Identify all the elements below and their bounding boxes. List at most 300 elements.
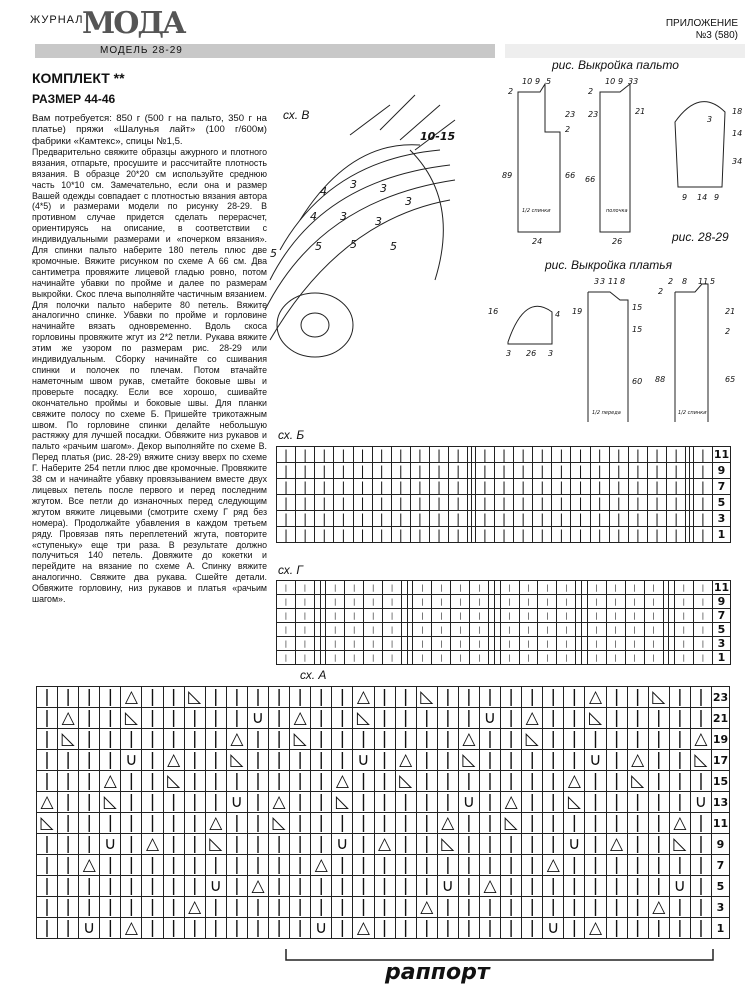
stitch-cell: | <box>430 463 449 479</box>
stitch-cell: | <box>311 876 332 897</box>
stitch-cell: | <box>557 637 576 651</box>
stitch-cell: | <box>79 750 100 771</box>
stitch-cell: | <box>37 876 58 897</box>
stitch-cell: | <box>391 511 410 527</box>
stitch-cell: △ <box>353 687 374 708</box>
stitch-cell: | <box>383 581 402 595</box>
row-number: 5 <box>713 495 731 511</box>
grid-row <box>277 463 731 479</box>
stitch-cell: | <box>564 708 585 729</box>
stitch-cell: | <box>533 479 552 495</box>
stitch-cell: | <box>413 581 432 595</box>
stitch-cell: | <box>277 527 296 543</box>
stitch-cell: △ <box>585 687 606 708</box>
stitch-cell: △ <box>247 876 268 897</box>
stitch-cell: | <box>226 876 247 897</box>
stitch-cell: | <box>37 708 58 729</box>
stitch-cell: △ <box>226 729 247 750</box>
stitch-cell: | <box>627 729 648 750</box>
stitch-cell: | <box>587 595 606 609</box>
stitch-cell: | <box>644 623 663 637</box>
stitch-cell: | <box>296 463 315 479</box>
stitch-cell: | <box>500 651 519 665</box>
stitch-cell: | <box>432 595 451 609</box>
stitch-cell: | <box>290 834 311 855</box>
stitch-cell: ∪ <box>479 708 500 729</box>
stitch-cell: | <box>315 463 334 479</box>
scheme-g-caption: сх. Г <box>278 563 303 577</box>
stitch-cell: | <box>353 771 374 792</box>
stitch-cell: | <box>311 771 332 792</box>
grid-row <box>277 447 731 463</box>
stitch-cell: | <box>277 609 296 623</box>
stitch-cell: △ <box>416 897 437 918</box>
stitch-cell: △ <box>437 813 458 834</box>
stitch-cell: | <box>383 651 402 665</box>
stitch-cell: | <box>606 855 627 876</box>
stitch-cell: | <box>37 918 58 939</box>
stitch-cell: | <box>627 897 648 918</box>
stitch-cell: | <box>142 771 163 792</box>
stitch-cell: | <box>552 527 571 543</box>
stitch-cell: ◺ <box>37 813 58 834</box>
stitch-cell: | <box>557 595 576 609</box>
stitch-cell: | <box>277 463 296 479</box>
stitch-cell: ◺ <box>163 771 184 792</box>
row-number: 3 <box>712 897 730 918</box>
stitch-cell: | <box>690 687 711 708</box>
stitch-cell: | <box>669 897 690 918</box>
stitch-cell: | <box>332 918 353 939</box>
stitch-cell: | <box>432 623 451 637</box>
stitch-cell: | <box>364 623 383 637</box>
row-number: 7 <box>713 479 731 495</box>
stitch-cell: | <box>79 729 100 750</box>
stitch-cell: | <box>315 511 334 527</box>
stitch-cell: | <box>364 637 383 651</box>
stitch-cell: △ <box>479 876 500 897</box>
dim: 34 <box>732 157 743 166</box>
stitch-cell: | <box>79 897 100 918</box>
stitch-cell: | <box>100 708 121 729</box>
stitch-cell: | <box>290 918 311 939</box>
materials-paragraph: Вам потребуется: 850 г (500 г на пальто, 350 г на платье) пряжи «Шалунья лайт» (100 г/600м) фабрики «Камтекс», спицы №1,5. <box>32 113 267 147</box>
stitch-cell: △ <box>627 750 648 771</box>
stitch-cell: | <box>628 447 647 463</box>
row-number: 11 <box>713 581 730 594</box>
stitch-cell: | <box>58 855 79 876</box>
stitch-cell: | <box>332 729 353 750</box>
stitch-cell: △ <box>564 771 585 792</box>
stitch-cell: | <box>311 792 332 813</box>
stitch-cell: | <box>479 813 500 834</box>
stitch-cell: | <box>79 792 100 813</box>
row-number: 5 <box>713 623 731 637</box>
stitch-cell: | <box>494 511 513 527</box>
stitch-cell: | <box>247 729 268 750</box>
stitch-cell: | <box>121 813 142 834</box>
stitch-cell: | <box>522 792 543 813</box>
stitch-cell: ∪ <box>332 834 353 855</box>
stitch-cell: ∪ <box>585 750 606 771</box>
stitch-cell: | <box>58 897 79 918</box>
stitch-cell: | <box>693 447 712 463</box>
row-number: 1 <box>713 651 731 665</box>
stitch-cell: | <box>479 792 500 813</box>
stitch-cell: | <box>184 918 205 939</box>
stitch-cell: | <box>432 609 451 623</box>
stitch-cell: | <box>690 876 711 897</box>
stitch-cell: | <box>514 527 533 543</box>
stitch-cell: | <box>479 687 500 708</box>
stitch-cell: | <box>451 623 470 637</box>
pattern-label: полочка <box>606 208 628 214</box>
stitch-cell: | <box>437 708 458 729</box>
stitch-cell: | <box>100 687 121 708</box>
motif-num: 3 <box>350 178 357 191</box>
stitch-cell: | <box>163 813 184 834</box>
scheme-v-caption: сх. В <box>283 108 310 122</box>
stitch-cell: | <box>416 750 437 771</box>
motif-num: 4 <box>320 185 327 198</box>
stitch-cell: | <box>625 581 644 595</box>
stitch-cell: | <box>269 750 290 771</box>
stitch-cell: | <box>163 792 184 813</box>
dress-caption: рис. Выкройка платья <box>545 258 672 272</box>
stitch-cell: | <box>449 527 468 543</box>
stitch-cell: | <box>644 609 663 623</box>
stitch-cell: | <box>627 813 648 834</box>
stitch-cell: | <box>184 813 205 834</box>
dim: 19 <box>572 307 583 316</box>
dim: 26 <box>526 349 537 358</box>
stitch-cell: △ <box>37 792 58 813</box>
stitch-cell: | <box>543 771 564 792</box>
stitch-cell: | <box>501 687 522 708</box>
stitch-cell: | <box>391 527 410 543</box>
stitch-cell: | <box>142 750 163 771</box>
dim: 21 <box>635 107 646 116</box>
pattern-label: 1/2 спинки <box>522 208 551 214</box>
stitch-cell: | <box>609 463 628 479</box>
stitch-cell: | <box>37 771 58 792</box>
stitch-cell: ◺ <box>501 813 522 834</box>
stitch-cell: | <box>142 897 163 918</box>
stitch-cell: | <box>519 609 538 623</box>
stitch-cell: | <box>372 527 391 543</box>
dim: 3 <box>594 277 600 286</box>
dim: 3 <box>548 349 554 358</box>
stitch-cell: | <box>500 595 519 609</box>
motif-num: 5 <box>315 240 322 253</box>
stitch-cell: | <box>184 876 205 897</box>
stitch-cell: | <box>345 651 364 665</box>
stitch-cell: | <box>372 479 391 495</box>
row-number: 1 <box>712 918 730 939</box>
stitch-cell: | <box>184 855 205 876</box>
dim: 2 <box>508 87 514 96</box>
stitch-cell: | <box>628 495 647 511</box>
stitch-cell: | <box>522 750 543 771</box>
dim: 33 <box>628 77 639 86</box>
stitch-cell: △ <box>458 729 479 750</box>
stitch-cell: | <box>353 729 374 750</box>
stitch-cell: | <box>690 855 711 876</box>
stitch-cell: ∪ <box>458 792 479 813</box>
stitch-cell: | <box>163 855 184 876</box>
stitch-cell: | <box>669 792 690 813</box>
stitch-cell: | <box>353 876 374 897</box>
dim: 9 <box>682 193 688 202</box>
stitch-cell: | <box>606 708 627 729</box>
dim: 2 <box>588 87 594 96</box>
stitch-cell: | <box>609 527 628 543</box>
stitch-cell: | <box>628 479 647 495</box>
stitch-cell: | <box>587 651 606 665</box>
stitch-cell: | <box>353 463 372 479</box>
magazine-logo: МОДА <box>82 6 185 41</box>
scheme-b-caption: сх. Б <box>278 428 305 442</box>
stitch-cell: | <box>538 623 557 637</box>
dim: 65 <box>725 375 736 384</box>
stitch-cell: | <box>410 447 429 463</box>
stitch-cell: | <box>669 750 690 771</box>
stitch-cell: | <box>501 918 522 939</box>
stitch-cell: ◺ <box>627 771 648 792</box>
stitch-cell: | <box>564 855 585 876</box>
dim: 2 <box>565 125 571 134</box>
row-number: 15 <box>712 771 730 792</box>
stitch-cell: | <box>416 855 437 876</box>
stitch-cell: | <box>332 813 353 834</box>
grid-row <box>37 708 730 729</box>
stitch-cell: ∪ <box>79 918 100 939</box>
stitch-cell: | <box>205 771 226 792</box>
stitch-cell: △ <box>522 708 543 729</box>
stitch-cell: | <box>606 897 627 918</box>
stitch-cell: | <box>374 918 395 939</box>
stitch-cell: | <box>606 771 627 792</box>
dim: 21 <box>725 307 736 316</box>
article-size: РАЗМЕР 44-46 <box>32 92 116 106</box>
stitch-cell: | <box>374 876 395 897</box>
dim: 2 <box>725 327 731 336</box>
stitch-cell: | <box>430 511 449 527</box>
stitch-cell: | <box>184 708 205 729</box>
row-number: 21 <box>712 708 730 729</box>
stitch-cell: | <box>693 637 712 651</box>
stitch-cell: | <box>543 708 564 729</box>
stitch-cell: | <box>332 897 353 918</box>
stitch-cell: | <box>290 687 311 708</box>
stitch-cell: | <box>479 750 500 771</box>
stitch-cell: △ <box>205 813 226 834</box>
stitch-cell: | <box>606 876 627 897</box>
stitch-cell: | <box>374 813 395 834</box>
stitch-cell: | <box>500 581 519 595</box>
row-number: 1 <box>713 527 731 543</box>
stitch-cell: | <box>514 447 533 463</box>
stitch-cell: △ <box>269 792 290 813</box>
stitch-cell: | <box>326 623 345 637</box>
stitch-cell: ◺ <box>205 834 226 855</box>
stitch-cell: | <box>690 708 711 729</box>
stitch-cell: △ <box>163 750 184 771</box>
scheme-g-grid <box>276 580 731 665</box>
stitch-cell: | <box>533 511 552 527</box>
row-number: 11 <box>712 813 730 834</box>
stitch-cell: | <box>383 637 402 651</box>
stitch-cell: | <box>690 813 711 834</box>
stitch-cell: | <box>391 447 410 463</box>
stitch-cell: ∪ <box>437 876 458 897</box>
stitch-cell: | <box>571 495 590 511</box>
grid-row <box>277 595 731 609</box>
stitch-cell: | <box>58 750 79 771</box>
dim: 18 <box>732 107 743 116</box>
stitch-cell: | <box>334 511 353 527</box>
stitch-cell: | <box>533 463 552 479</box>
stitch-cell: | <box>475 511 494 527</box>
stitch-cell: | <box>79 771 100 792</box>
stitch-cell: | <box>606 750 627 771</box>
stitch-cell: | <box>37 687 58 708</box>
stitch-cell: | <box>609 511 628 527</box>
stitch-cell: | <box>674 609 693 623</box>
stitch-cell: | <box>437 855 458 876</box>
dim: 2 <box>668 277 674 286</box>
stitch-cell: | <box>606 729 627 750</box>
stitch-cell: ∪ <box>247 708 268 729</box>
stitch-cell: | <box>451 637 470 651</box>
stitch-cell: | <box>142 876 163 897</box>
stitch-cell: | <box>374 708 395 729</box>
motif-num: 3 <box>340 210 347 223</box>
stitch-cell: | <box>449 511 468 527</box>
stitch-cell: | <box>430 495 449 511</box>
stitch-cell: | <box>277 595 296 609</box>
stitch-cell: | <box>353 813 374 834</box>
grid-row <box>277 637 731 651</box>
stitch-cell: △ <box>374 834 395 855</box>
stitch-cell: | <box>100 813 121 834</box>
stitch-cell: | <box>590 463 609 479</box>
stitch-cell: | <box>543 687 564 708</box>
stitch-cell: ◺ <box>416 687 437 708</box>
stitch-cell: | <box>543 750 564 771</box>
stitch-cell: | <box>674 651 693 665</box>
stitch-cell: | <box>391 495 410 511</box>
stitch-cell: ◺ <box>226 750 247 771</box>
stitch-cell: △ <box>100 771 121 792</box>
stitch-cell: | <box>648 771 669 792</box>
row-number: 13 <box>712 792 730 813</box>
stitch-cell: | <box>432 581 451 595</box>
stitch-cell: | <box>290 750 311 771</box>
stitch-cell: | <box>437 687 458 708</box>
stitch-cell: | <box>669 708 690 729</box>
stitch-cell: | <box>326 637 345 651</box>
dim: 88 <box>655 375 666 384</box>
stitch-cell: | <box>585 834 606 855</box>
stitch-cell: | <box>609 495 628 511</box>
stitch-cell: | <box>205 897 226 918</box>
stitch-cell: | <box>606 595 625 609</box>
stitch-cell: | <box>667 463 686 479</box>
stitch-cell: | <box>437 729 458 750</box>
stitch-cell: | <box>557 651 576 665</box>
stitch-cell: | <box>296 527 315 543</box>
stitch-cell: | <box>315 495 334 511</box>
stitch-cell: | <box>142 918 163 939</box>
stitch-cell: | <box>416 792 437 813</box>
stitch-cell: | <box>479 897 500 918</box>
stitch-cell: | <box>247 750 268 771</box>
stitch-cell: | <box>519 581 538 595</box>
stitch-cell: | <box>37 855 58 876</box>
stitch-cell: ◺ <box>585 708 606 729</box>
stitch-cell: | <box>364 651 383 665</box>
stitch-cell: | <box>494 463 513 479</box>
stitch-cell: | <box>413 651 432 665</box>
stitch-cell: | <box>121 834 142 855</box>
stitch-cell: △ <box>585 918 606 939</box>
stitch-cell: | <box>269 687 290 708</box>
scheme-a-caption: сх. А <box>300 668 327 682</box>
stitch-cell: | <box>332 750 353 771</box>
stitch-cell: | <box>142 792 163 813</box>
stitch-cell: | <box>690 918 711 939</box>
stitch-cell: | <box>332 687 353 708</box>
stitch-cell: | <box>557 581 576 595</box>
stitch-cell: | <box>514 479 533 495</box>
stitch-cell: | <box>79 834 100 855</box>
stitch-cell: | <box>674 595 693 609</box>
stitch-cell: | <box>543 876 564 897</box>
stitch-cell: | <box>628 463 647 479</box>
stitch-cell: | <box>345 623 364 637</box>
stitch-cell: | <box>690 897 711 918</box>
stitch-cell: | <box>364 595 383 609</box>
stitch-cell: | <box>391 479 410 495</box>
stitch-cell: | <box>353 834 374 855</box>
motif-num: 5 <box>270 247 277 260</box>
stitch-cell: | <box>395 687 416 708</box>
stitch-cell: | <box>277 623 296 637</box>
stitch-cell: | <box>79 813 100 834</box>
stitch-cell: | <box>277 495 296 511</box>
stitch-cell: | <box>501 750 522 771</box>
stitch-cell: | <box>458 834 479 855</box>
stitch-cell: | <box>494 479 513 495</box>
stitch-cell: | <box>416 876 437 897</box>
stitch-cell: | <box>501 708 522 729</box>
dim: 11 <box>698 277 709 286</box>
motif-num: 5 <box>350 238 357 251</box>
stitch-cell: | <box>494 527 513 543</box>
stitch-cell: | <box>100 918 121 939</box>
stitch-cell: | <box>58 834 79 855</box>
stitch-cell: | <box>627 687 648 708</box>
grid-row <box>37 771 730 792</box>
stitch-cell: | <box>522 876 543 897</box>
stitch-cell: | <box>295 609 314 623</box>
stitch-cell: | <box>587 609 606 623</box>
stitch-cell: | <box>587 623 606 637</box>
stitch-cell: | <box>326 595 345 609</box>
stitch-cell: | <box>58 918 79 939</box>
stitch-cell: | <box>500 609 519 623</box>
